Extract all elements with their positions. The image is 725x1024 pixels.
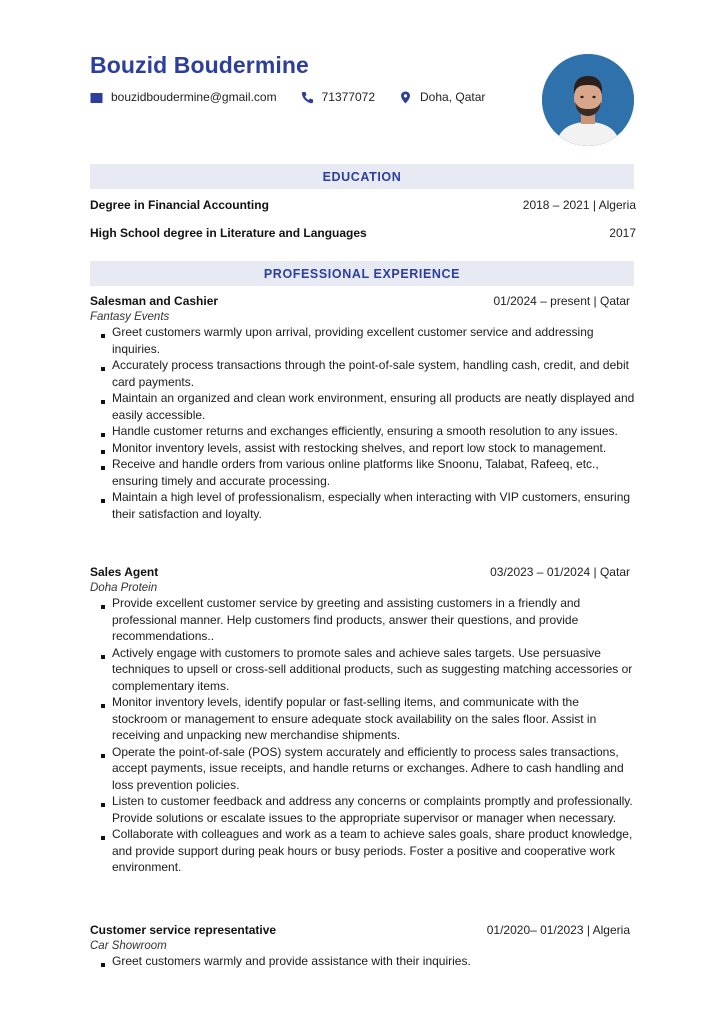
job-company: Doha Protein: [90, 582, 158, 594]
education-meta: 2017: [609, 226, 636, 240]
education-meta: 2018 – 2021 | Algeria: [522, 198, 636, 212]
job-duties: [90, 324, 636, 522]
job-duty: Maintain an organized and clean work environment, ensuring all products are neatly displayed and easily accessible.: [90, 390, 636, 423]
job-header: [90, 923, 636, 937]
job-title: Salesman and Cashier: [90, 294, 219, 308]
job-duty: Accurately process transactions through the point-of-sale system, handling cash, credit, and debit card payments.: [90, 357, 636, 390]
email-text[interactable]: bouzidboudermine@gmail.com: [111, 90, 277, 104]
job-duties: [90, 595, 636, 876]
job-entry: [90, 565, 636, 876]
job-title: Customer service representative: [90, 923, 277, 937]
contact-phone: [301, 90, 375, 104]
location-text: Doha, Qatar: [420, 90, 486, 104]
experience-section-header: [90, 261, 634, 286]
job-title: Sales Agent: [90, 565, 159, 579]
job-duty: Actively engage with customers to promote sales and achieve sales targets. Use persuasive techniques to upsell or cross-sell additional products, such as suggesting matching accessories or complementary items.: [90, 645, 636, 695]
job-duty: Maintain a high level of professionalism, especially when interacting with VIP customers, ensuring their satisfaction and loyalty.: [90, 489, 636, 522]
job-dates-location: 01/2024 – present | Qatar: [493, 294, 630, 308]
job-duty: Receive and handle orders from various online platforms like Snoonu, Talabat, Rafeeq, etc., ensuring timely and accurate processing.: [90, 456, 636, 489]
job-duty: Greet customers warmly upon arrival, providing excellent customer service and addressing inquiries.: [90, 324, 636, 357]
job-company: Fantasy Events: [90, 311, 170, 323]
phone-text[interactable]: 71377072: [321, 90, 375, 104]
job-duty: Collaborate with colleagues and work as a team to achieve sales goals, share product knowledge, and provide support during peak hours or busy periods. Foster a positive and cooperative work environment.: [90, 826, 636, 876]
education-section-header: [90, 164, 634, 189]
education-item: [90, 226, 636, 240]
phone-icon: [301, 91, 314, 104]
job-duties: [90, 953, 636, 970]
job-duty: Monitor inventory levels, identify popular or fast-selling items, and communicate with the stockroom or management to ensure adequate stock availability on the sales floor. Assist in receiving and unpacking new merchandise shipments.: [90, 694, 636, 744]
job-duty: Listen to customer feedback and address any concerns or complaints promptly and professionally. Provide solutions or escalate issues to the appropriate supervisor or manager when necessary.: [90, 793, 636, 826]
job-header: [90, 294, 636, 308]
contact-info: [90, 90, 509, 104]
education-title: EDUCATION: [322, 169, 402, 184]
education-degree: Degree in Financial Accounting: [90, 198, 269, 212]
experience-title: PROFESSIONAL EXPERIENCE: [263, 266, 461, 281]
education-item: [90, 198, 636, 212]
education-degree: High School degree in Literature and Languages: [90, 226, 367, 240]
profile-photo: [542, 54, 634, 146]
job-dates-location: 03/2023 – 01/2024 | Qatar: [490, 565, 630, 579]
job-duty: Provide excellent customer service by greeting and assisting customers in a friendly and professional manner. Help customers find products, answer their questions, and provide recommendations..: [90, 595, 636, 645]
job-company: Car Showroom: [90, 940, 167, 952]
job-duty: Operate the point-of-sale (POS) system accurately and efficiently to process sales transactions, accept payments, issue receipts, and handle returns or exchanges. Adhere to cash handling and loss prevention policies.: [90, 744, 636, 794]
location-pin-icon: [399, 91, 412, 104]
envelope-icon: [90, 91, 103, 104]
job-dates-location: 01/2020– 01/2023 | Algeria: [486, 923, 630, 937]
job-entry: [90, 923, 636, 970]
job-header: [90, 565, 636, 579]
contact-email: [90, 90, 277, 104]
job-duty: Greet customers warmly and provide assistance with their inquiries.: [90, 953, 636, 970]
job-duty: Handle customer returns and exchanges efficiently, ensuring a smooth resolution to any issues.: [90, 423, 636, 440]
job-duty: Monitor inventory levels, assist with restocking shelves, and report low stock to management.: [90, 440, 636, 457]
candidate-name: Bouzid Boudermine: [90, 52, 309, 78]
contact-location: [399, 90, 485, 104]
job-entry: [90, 294, 636, 522]
